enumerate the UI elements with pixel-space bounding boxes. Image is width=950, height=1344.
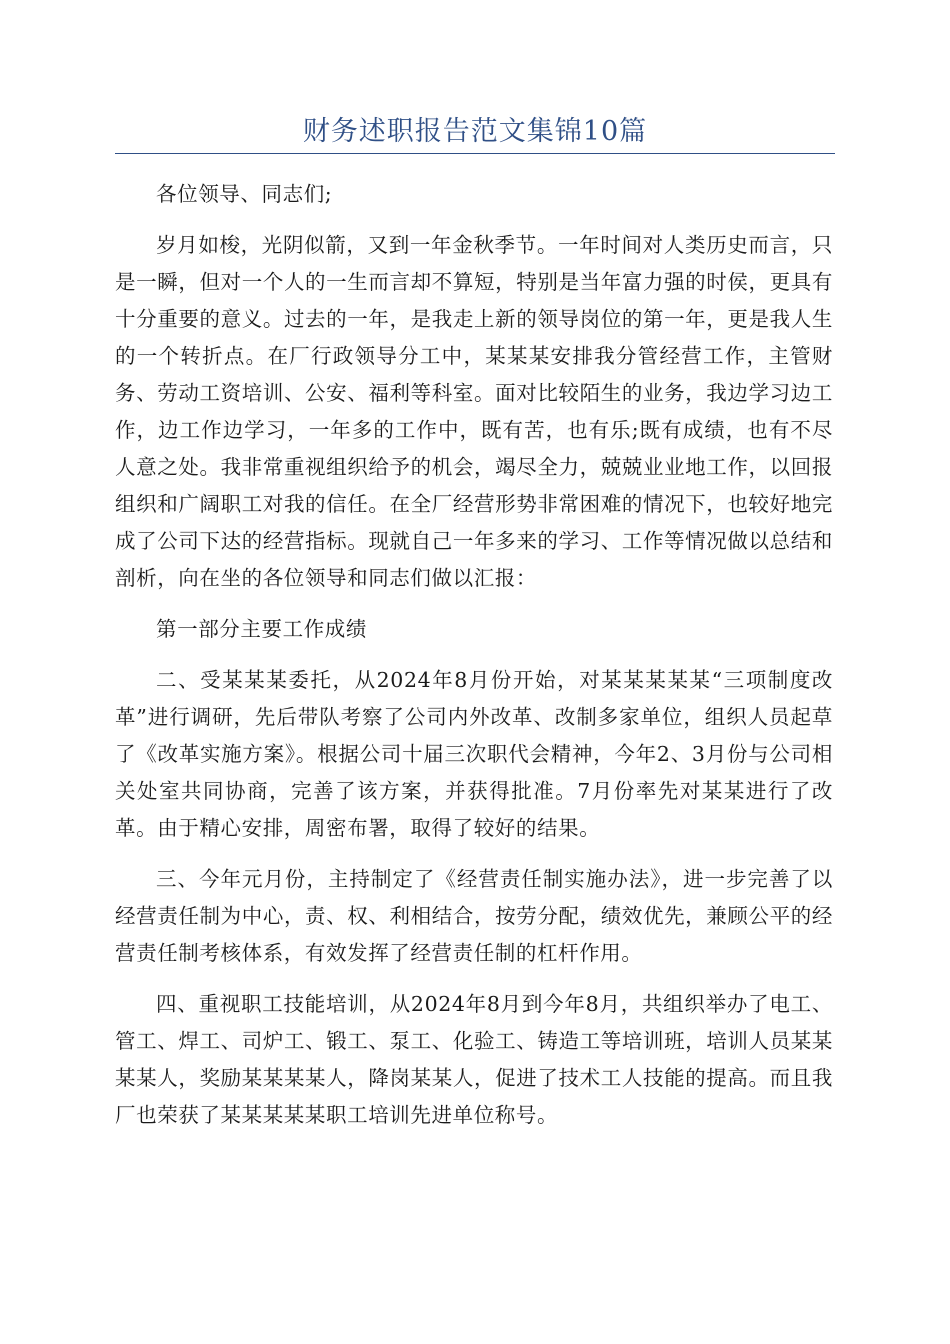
document-title: 财务述职报告范文集锦10篇 xyxy=(302,116,648,147)
section-heading: 第一部分主要工作成绩 xyxy=(156,617,367,641)
body-paragraph-2: 二、受某某某委托，从2024年8月份开始，对某某某某某“三项制度改革”进行调研，先后带队考察了公司内外改革、改制多家单位，组织人员起草了《改革实施方案》。根据公司十届三次职代会精神，今年2、3月份与公司相关处室共同协商，完善了该方案，并获得批准。7月份率先对某某进行了改革。由于精心安排，周密布署，取得了较好的结果。 xyxy=(115,668,833,840)
body-paragraph-4: 四、重视职工技能培训，从2024年8月到今年8月，共组织举办了电工、管工、焊工、司炉工、锻工、泵工、化验工、铸造工等培训班，培训人员某某某某人，奖励某某某某人，降岗某某人，促进了技术工人技能的提高。而且我厂也荣获了某某某某某职工培训先进单位称号。 xyxy=(115,992,833,1127)
greeting-paragraph: 各位领导、同志们; xyxy=(156,182,333,206)
body-paragraph-3: 三、今年元月份，主持制定了《经营责任制实施办法》，进一步完善了以经营责任制为中心，责、权、利相结合，按劳分配，绩效优先，兼顾公平的经营责任制考核体系，有效发挥了经营责任制的杠杆作用。 xyxy=(115,867,833,965)
body-paragraph-intro: 岁月如梭，光阴似箭，又到一年金秋季节。一年时间对人类历史而言，只是一瞬，但对一个人的一生而言却不算短，特别是当年富力强的时侯，更具有十分重要的意义。过去的一年，是我走上新的领导岗位的第一年，更是我人生的一个转折点。在厂行政领导分工中，某某某安排我分管经营工作，主管财务、劳动工资培训、公安、福利等科室。面对比较陌生的业务，我边学习边工作，边工作边学习，一年多的工作中，既有苦，也有乐;既有成绩，也有不尽人意之处。我非常重视组织给予的机会，竭尽全力，兢兢业业地工作，以回报组织和广阔职工对我的信任。在全厂经营形势非常困难的情况下，也较好地完成了公司下达的经营指标。现就自己一年多来的学习、工作等情况做以总结和剖析，向在坐的各位领导和同志们做以汇报： xyxy=(115,233,833,590)
title-underline xyxy=(115,153,835,154)
document-body xyxy=(115,176,833,1148)
